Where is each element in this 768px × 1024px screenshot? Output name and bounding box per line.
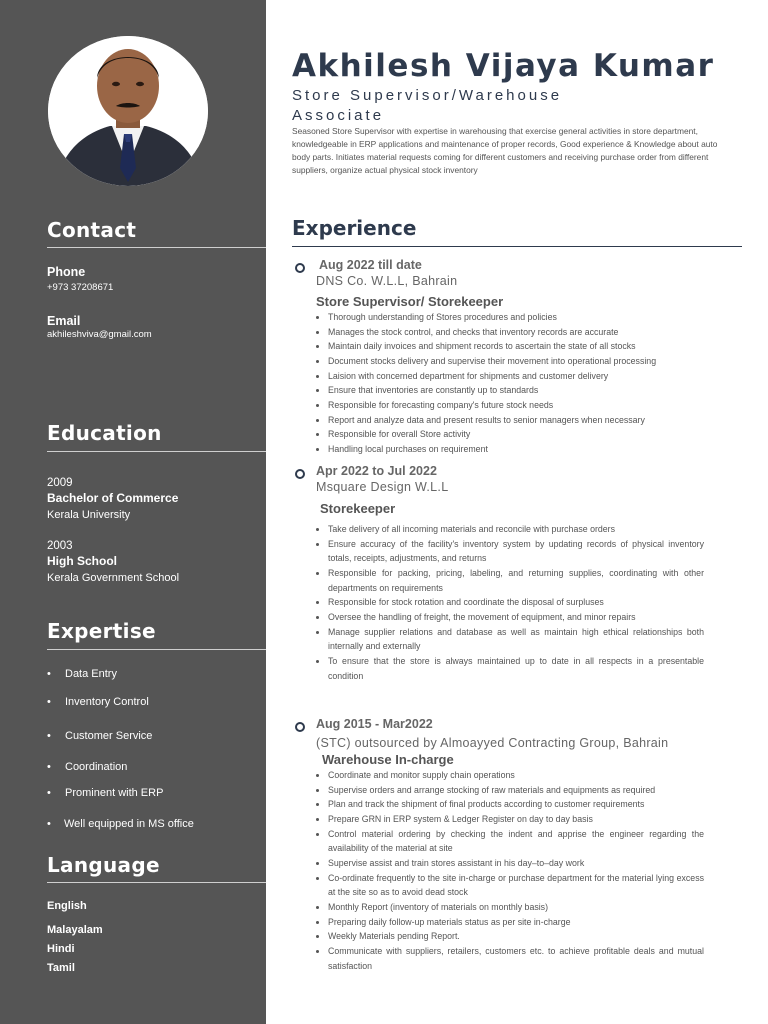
duty-item: • Coordinate and monitor supply chain operations: [328, 768, 704, 783]
phone-label: Phone: [47, 265, 86, 279]
job-role: Store Supervisor/ Storekeeper: [316, 294, 504, 309]
job-date: Aug 2015 - Mar2022: [316, 717, 433, 731]
timeline-circle-icon: [295, 722, 305, 732]
job-date: Aug 2022 till date: [319, 258, 422, 272]
job-title-line2: Associate: [292, 107, 385, 124]
duty-item: • Monthly Report (inventory of materials on monthly basis): [328, 900, 704, 915]
education-degree: High School: [47, 554, 117, 568]
profile-photo-image: [48, 36, 208, 186]
education-degree: Bachelor of Commerce: [47, 491, 179, 505]
duty-item: • Thorough understanding of Stores procedures and policies: [328, 310, 704, 325]
duties-list: [316, 768, 704, 973]
duty-item: • Co-ordinate frequently to the site in-charge or purchase department for the material lying excess at the site so as to avoid dead stock: [328, 871, 704, 900]
duty-item: • To ensure that the store is always maintained up to date in all respects in a presentable condition: [328, 654, 704, 683]
duty-item: • Supervise assist and train stores assistant in his day–to–day work: [328, 856, 704, 871]
education-year: 2003: [47, 540, 73, 552]
duty-item: • Ensure accuracy of the facility's inventory system by updating records of physical inventory totals, receipts, adjustments, and returns: [328, 537, 704, 566]
duty-item: • Oversee the handling of freight, the movement of equipment, and minor repairs: [328, 610, 704, 625]
duty-item: • Take delivery of all incoming materials and reconcile with purchase orders: [328, 522, 704, 537]
duty-item: • Handling local purchases on requirement: [328, 442, 704, 457]
duties-list: [316, 310, 704, 457]
duty-item: • Plan and track the shipment of final products according to customer requirements: [328, 797, 704, 812]
bullet-icon: •: [47, 730, 51, 742]
job-role: Storekeeper: [320, 501, 396, 516]
duty-item: • Responsible for stock rotation and coordinate the disposal of surpluses: [328, 595, 704, 610]
job-role: Warehouse In-charge: [322, 752, 454, 767]
job-company: Msquare Design W.L.L: [316, 480, 449, 494]
bullet-icon: •: [47, 787, 51, 799]
candidate-name: Akhilesh Vijaya Kumar: [292, 48, 715, 84]
language-item: Tamil: [47, 962, 75, 974]
language-item: English: [47, 900, 87, 912]
duty-item: • Weekly Materials pending Report.: [328, 929, 704, 944]
language-item: Malayalam: [47, 924, 103, 936]
contact-heading: Contact: [47, 218, 137, 242]
education-year: 2009: [47, 477, 73, 489]
contact-divider: [47, 247, 266, 248]
language-divider: [47, 882, 266, 883]
sidebar: Contact Phone +973 37208671 Email akhileshviva@gmail.com Education 2009 Bachelor of Commerce Kerala University 2003 High School Kerala Government School Expertise • Data Entry • Inventory Control • Customer Service • Coordination • Prominent with ERP • Well equipped in MS office Language English Malayalam Hindi Tamil: [0, 0, 266, 1024]
duty-item: • Document stocks delivery and supervise their movement into operational processing: [328, 354, 704, 369]
duty-item: • Supervise orders and arrange stocking of raw materials and equipments as required: [328, 783, 704, 798]
phone-value: +973 37208671: [47, 282, 114, 293]
duty-item: • Ensure that inventories are constantly up to standards: [328, 383, 704, 398]
main-content: [266, 0, 768, 1024]
duty-item: • Responsible for overall Store activity: [328, 427, 704, 442]
job-company: (STC) outsourced by Almoayyed Contracting Group, Bahrain: [316, 736, 669, 750]
language-heading: Language: [47, 853, 160, 877]
duty-item: • Communicate with suppliers, retailers, customers etc. to achieve profitable deals and mutual satisfaction: [328, 944, 704, 973]
bullet-icon: •: [47, 761, 51, 773]
education-school: Kerala Government School: [47, 572, 180, 584]
bullet-icon: •: [47, 668, 51, 680]
expertise-heading: Expertise: [47, 619, 156, 643]
education-divider: [47, 451, 266, 452]
duties-list: [316, 522, 704, 683]
job-date: Apr 2022 to Jul 2022: [316, 464, 437, 478]
duty-item: • Maintain daily invoices and shipment records to ascertain the state of all stocks: [328, 339, 704, 354]
profile-summary: Seasoned Store Supervisor with expertise in warehousing that exercise general activities in store department, knowledgeable in ERP applications and maintenance of proper records, Good experience & Knowledge about auto body parts. Initiates material requests coming for different customers and receiving purchase order from different suppliers, organize actual physical stock inventory: [292, 126, 718, 175]
duty-item: • Responsible for packing, pricing, labeling, and returning supplies, coordinating with other departments on requirements: [328, 566, 704, 595]
expertise-divider: [47, 649, 266, 650]
timeline-circle-icon: [295, 263, 305, 273]
duty-item: • Control material ordering by checking the indent and apprise the engineer regarding the availability of the material at site: [328, 827, 704, 856]
bullet-icon: •: [47, 818, 51, 830]
job-company: DNS Co. W.L.L, Bahrain: [316, 274, 458, 288]
duty-item: • Preparing daily follow-up materials status as per site in-charge: [328, 915, 704, 930]
duty-item: • Laision with concerned department for shipments and customer delivery: [328, 369, 704, 384]
duty-item: • Manages the stock control, and checks that inventory records are accurate: [328, 325, 704, 340]
bullet-icon: •: [47, 696, 51, 708]
timeline-circle-icon: [295, 469, 305, 479]
duty-item: • Manage supplier relations and database as well as maintain high ethical relationships both internally and externally: [328, 625, 704, 654]
job-title-line1: Store Supervisor/Warehouse: [292, 87, 563, 104]
duty-item: • Prepare GRN in ERP system & Ledger Register on day to day basis: [328, 812, 704, 827]
language-item: Hindi: [47, 943, 75, 955]
email-value: akhileshviva@gmail.com: [47, 329, 152, 340]
duty-item: • Responsible for forecasting company's future stock needs: [328, 398, 704, 413]
email-label: Email: [47, 314, 81, 328]
education-heading: Education: [47, 421, 162, 445]
duty-item: • Report and analyze data and present results to senior managers when necessary: [328, 413, 704, 428]
profile-photo: [48, 36, 208, 186]
experience-divider: [292, 246, 742, 247]
experience-heading: Experience: [292, 216, 417, 240]
education-school: Kerala University: [47, 509, 131, 521]
